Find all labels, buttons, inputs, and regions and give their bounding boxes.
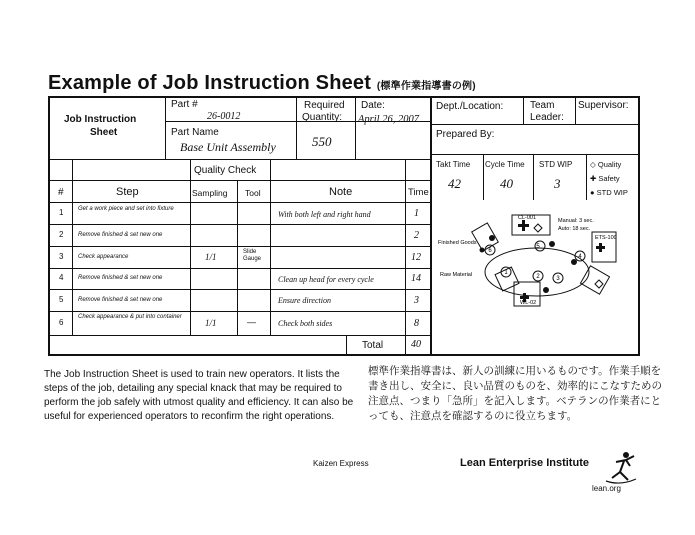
- supervisor-label: Supervisor:: [578, 100, 629, 111]
- req-qty-label: Required: [304, 100, 345, 111]
- page-title-jp: (標準作業指導書の例): [376, 81, 476, 92]
- row-sampling: 1/1: [205, 318, 217, 328]
- req-qty-value: 550: [312, 134, 332, 149]
- step-num: 6: [488, 248, 492, 254]
- label-manual: Manual: 3 sec.: [558, 218, 594, 224]
- legend-wip: ● STD WIP: [590, 188, 628, 197]
- wip-label: STD WIP: [539, 160, 573, 169]
- sheet-label-2: Sheet: [90, 127, 118, 138]
- row-note: Clean up head for every cycle: [278, 275, 374, 284]
- job-instruction-sheet: [48, 96, 640, 356]
- label-raw: Raw Material: [440, 272, 473, 278]
- row-time: 14: [411, 273, 421, 284]
- step-num: 5: [536, 244, 540, 250]
- total-label: Total: [362, 340, 384, 351]
- part-no-value: 26-0012: [207, 111, 241, 122]
- label-wl: WL-02: [520, 300, 537, 306]
- work-cell-layout: [434, 210, 640, 356]
- row-sampling: 1/1: [205, 252, 217, 262]
- col-tool: Tool: [245, 188, 261, 198]
- label-cl001: CL-001: [518, 215, 537, 221]
- part-no-label: Part #: [171, 99, 198, 110]
- row-step: Get a work piece and set into fixture: [78, 206, 174, 212]
- row-num: 5: [59, 295, 64, 304]
- row-tool: —: [247, 317, 256, 327]
- row-step: Check appearance: [78, 254, 129, 260]
- description-en: The Job Instruction Sheet is used to train new operators. It lists the steps of the job, detailing any special knack that may be required to perform the job safely with utmost quality and efficiency. It can also be useful for experienced operators to reconfirm the right operations.: [44, 369, 354, 422]
- filled-circle-icon: ●: [590, 188, 595, 197]
- row-num: 6: [59, 318, 64, 327]
- label-ets: ETS-100: [595, 235, 617, 241]
- row-step: Remove finished & set new one: [78, 297, 163, 303]
- cross-icon: ✚: [590, 174, 597, 183]
- step-num: 4: [578, 254, 582, 260]
- row-note: Ensure direction: [278, 296, 331, 305]
- col-note: Note: [329, 186, 353, 198]
- row-time: 8: [414, 318, 419, 329]
- prepared-by-label: Prepared By:: [436, 129, 495, 140]
- cycle-value: 40: [500, 176, 513, 191]
- runner-logo-icon: [604, 450, 638, 486]
- col-quality-check: Quality Check: [194, 165, 257, 176]
- step-num: 2: [536, 274, 540, 280]
- row-note: Check both sides: [278, 319, 333, 328]
- part-name-label: Part Name: [171, 127, 219, 138]
- label-auto: Auto: 18 sec.: [558, 226, 591, 232]
- row-time: 12: [411, 252, 421, 263]
- step-num: 3: [556, 276, 560, 282]
- row-time: 3: [414, 295, 419, 306]
- col-time: Time: [408, 187, 429, 198]
- label-finished: Finished Goods: [438, 240, 477, 246]
- req-qty-label-2: Quantity:: [302, 112, 343, 123]
- part-name-value: Base Unit Assembly: [180, 140, 276, 154]
- date-label: Date:: [361, 100, 385, 111]
- row-time: 1: [414, 208, 419, 219]
- cycle-label: Cycle Time: [485, 160, 525, 169]
- col-num: #: [58, 187, 64, 198]
- lei-url: lean.org: [592, 484, 621, 493]
- wip-value: 3: [554, 176, 561, 191]
- takt-value: 42: [448, 176, 461, 191]
- col-step: Step: [116, 186, 139, 198]
- row-note: With both left and right hand: [278, 210, 371, 219]
- total-value: 40: [411, 339, 421, 350]
- row-tool: Slide Gauge: [243, 249, 262, 262]
- page-title: Example of Job Instruction Sheet (標準作業指導書の例): [48, 72, 476, 94]
- sheet-label: Job Instruction: [64, 114, 137, 125]
- dept-label: Dept./Location:: [436, 101, 504, 112]
- row-num: 4: [59, 273, 64, 282]
- date-value: April 26, 2007: [358, 114, 419, 125]
- diamond-icon: ◇: [590, 160, 596, 169]
- col-sampling: Sampling: [192, 188, 228, 198]
- row-num: 3: [59, 252, 64, 261]
- lei-logo-text: Lean Enterprise Institute: [460, 457, 589, 469]
- step-num: 1: [504, 270, 508, 276]
- description-jp: 標準作業指導書は、新人の訓練に用いるものです。作業手順を書き出し、安全に、良い品質のものを、効率的にこなすための注意点、つまり「急所」を記入します。ベテランの作業者にとっても、注意点を確認するのに役立ちます。: [368, 365, 662, 422]
- row-step: Remove finished & set new one: [78, 275, 163, 281]
- row-num: 1: [59, 208, 64, 217]
- legend-quality: ◇ Quality: [590, 160, 622, 169]
- row-step: Check appearance & put into container: [78, 314, 182, 320]
- takt-label: Takt Time: [436, 160, 471, 169]
- row-step: Remove finished & set new one: [78, 232, 163, 238]
- footer-source: Kaizen Express: [313, 459, 369, 468]
- row-num: 2: [59, 230, 64, 239]
- legend-safety: ✚ Safety: [590, 174, 620, 183]
- row-time: 2: [414, 230, 419, 241]
- team-leader-label: Team: [530, 100, 555, 111]
- team-leader-label-2: Leader:: [530, 112, 564, 123]
